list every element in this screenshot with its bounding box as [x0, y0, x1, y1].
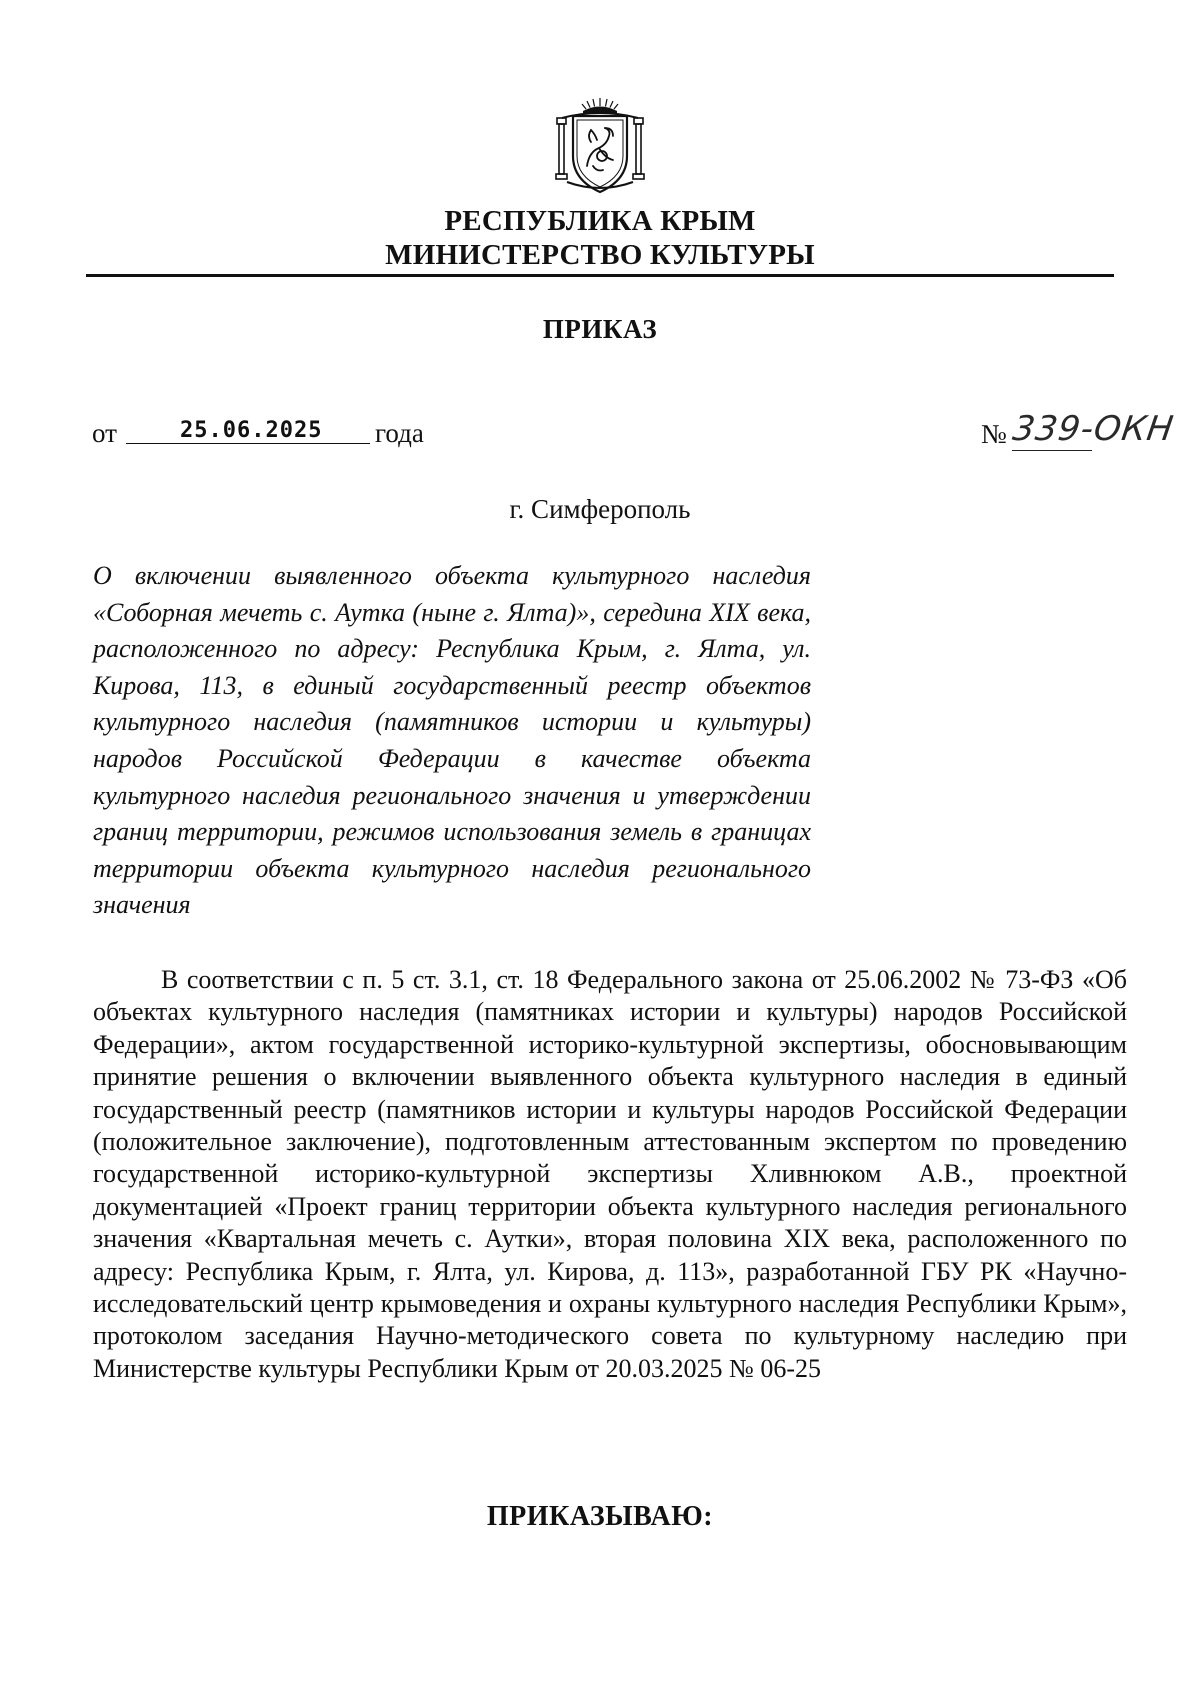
order-number-handwritten: 339-ОКН	[1010, 409, 1177, 449]
number-underline	[1012, 450, 1092, 451]
ministry-name: МИНИСТЕРСТВО КУЛЬТУРЫ	[385, 239, 815, 271]
date-suffix: года	[375, 418, 424, 448]
crimea-coat-of-arms-icon	[547, 94, 653, 198]
city-name: г. Симферополь	[509, 494, 691, 524]
preamble-paragraph: В соответствии с п. 5 ст. 3.1, ст. 18 Федерального закона от 25.06.2002 № 73-ФЗ «Об объектах культурного наследия (памятниках истории и культуры) народов Российской Федерации», актом государственной историко-культурной экспертизы, обосновывающим принятие решения о включении выявленного объекта культурного наследия в единый государственный реестр (памятников истории и культуры народов Российской Федерации (положительное заключение), подготовленным аттестованным экспертом по проведению государственной историко-культурной экспертизы Хливнюком А.В., проектной документацией «Проект границ территории объекта культурного наследия регионального значения «Квартальная мечеть с. Аутки», вторая половина XIX века, расположенного по адресу: Республика Крым, г. Ялта, ул. Кирова, д. 113», разработанной ГБУ РК «Научно-исследовательский центр крымоведения и охраны культурного наследия Республики Крым», протоколом заседания Научно-методического совета по культурному наследию при Министерстве культуры Республики Крым от 20.03.2025 № 06-25	[93, 965, 1127, 1383]
date-stamp: 25.06.2025	[180, 418, 323, 443]
order-subject: О включении выявленного объекта культурного наследия «Соборная мечеть с. Аутка (ныне г. Ялта)», середина XIX века, расположенного по адресу: Республика Крым, г. Ялта, ул. Кирова, 113, в единый государственный реестр объектов культурного наследия (памятников истории и культуры) народов Российской Федерации в качестве объекта культурного наследия регионального значения и утверждении границ территории, режимов использования земель в границах территории объекта культурного наследия регионального значения	[93, 561, 811, 920]
document-type-title: ПРИКАЗ	[542, 314, 658, 344]
order-verb-heading: ПРИКАЗЫВАЮ:	[486, 1501, 714, 1532]
header-divider	[86, 274, 1114, 277]
date-prefix: от	[92, 418, 117, 448]
number-sign: №	[981, 419, 1007, 449]
date-underline	[126, 443, 370, 444]
republic-name: РЕСПУБЛИКА КРЫМ	[444, 205, 756, 237]
